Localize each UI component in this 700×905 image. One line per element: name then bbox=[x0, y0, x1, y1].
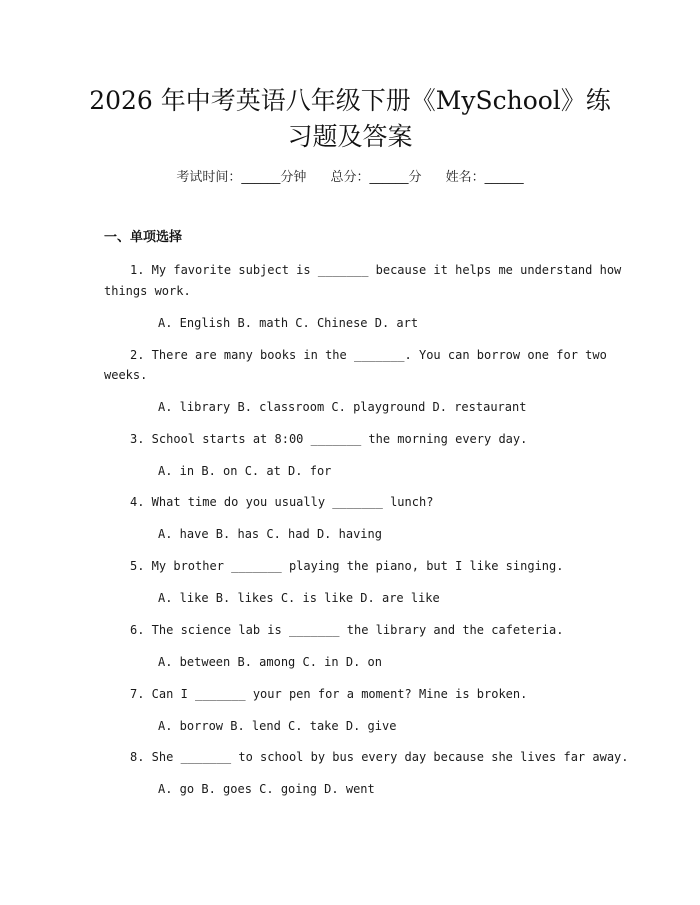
question-options: A. borrow B. lend C. take D. give bbox=[158, 719, 397, 733]
question-options: A. go B. goes C. going D. went bbox=[158, 782, 375, 796]
exam-time-field: 考试时间：______分钟 bbox=[176, 170, 307, 185]
question-options: A. in B. on C. at D. for bbox=[158, 464, 332, 478]
document-title-line-1: 2026 年中考英语八年级下册《MySchool》练 bbox=[89, 86, 611, 115]
question-stem: 5. My brother _______ playing the piano, but I like singing. bbox=[130, 559, 564, 573]
question-stem-continued: weeks. bbox=[104, 368, 148, 382]
section-heading: 一、单项选择 bbox=[104, 230, 183, 245]
question-stem-continued: things work. bbox=[104, 284, 191, 298]
question-stem: 7. Can I _______ your pen for a moment? Mine is broken. bbox=[130, 687, 528, 701]
question-options: A. library B. classroom C. playground D. restaurant bbox=[158, 400, 527, 414]
question-stem: 1. My favorite subject is _______ because it helps me understand how bbox=[130, 263, 622, 277]
student-name-field: 姓名：______ bbox=[445, 170, 524, 185]
question-options: A. English B. math C. Chinese D. art bbox=[158, 316, 419, 330]
question-options: A. have B. has C. had D. having bbox=[158, 527, 382, 541]
question-stem: 6. The science lab is _______ the library and the cafeteria. bbox=[130, 623, 564, 637]
question-stem: 4. What time do you usually _______ lunch? bbox=[130, 495, 434, 509]
question-stem: 8. She _______ to school by bus every day because she lives far away. bbox=[130, 750, 629, 764]
question-options: A. like B. likes C. is like D. are like bbox=[158, 591, 440, 605]
question-stem: 2. There are many books in the _______. You can borrow one for two bbox=[130, 348, 607, 362]
question-options: A. between B. among C. in D. on bbox=[158, 655, 382, 669]
exam-info-row bbox=[0, 169, 700, 187]
document-title-line-2: 习题及答案 bbox=[287, 122, 413, 151]
total-score-field: 总分：______分 bbox=[330, 170, 422, 185]
question-stem: 3. School starts at 8:00 _______ the morning every day. bbox=[130, 432, 528, 446]
